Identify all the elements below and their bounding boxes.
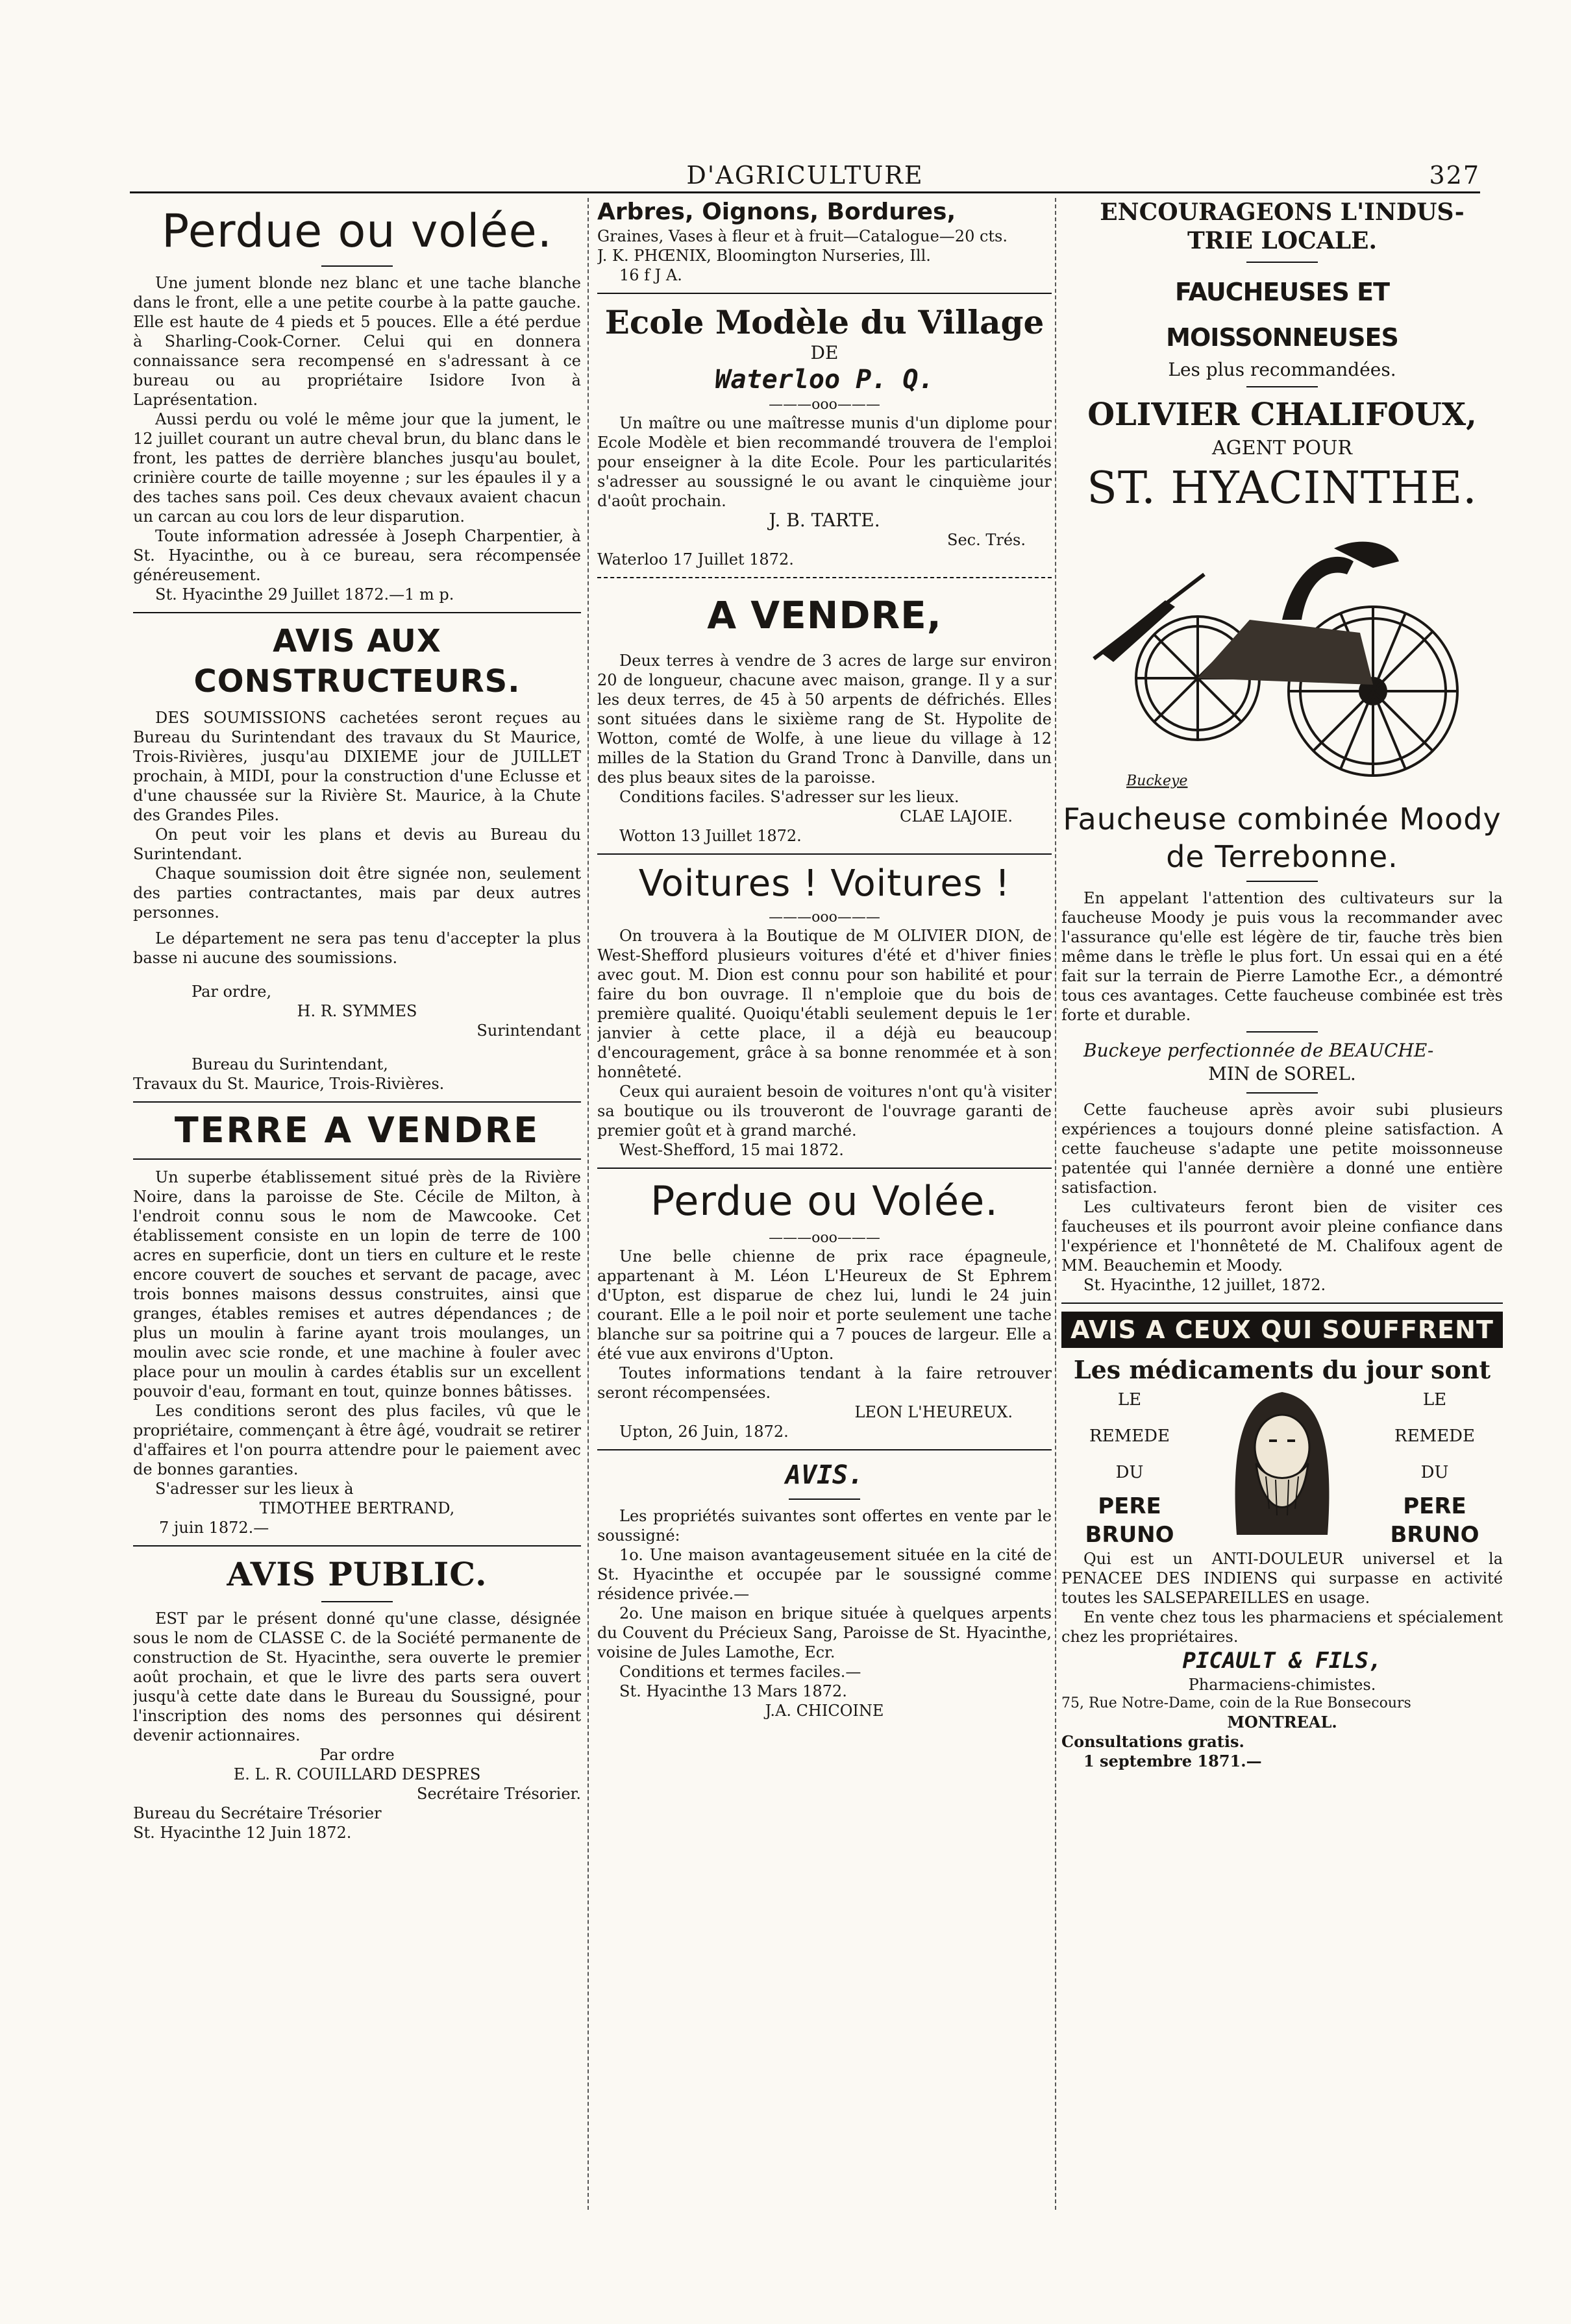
ad-dateline: 7 juin 1872.— — [159, 1519, 269, 1537]
signer-title: Secrétaire Trésorier. — [417, 1785, 581, 1803]
ad-paragraph: Qui est un ANTI-DOULEUR universel et la PENACEE DES INDIENS qui surpasse en activité toutes les SALSEPAREILLES en usage. — [1061, 1550, 1503, 1607]
separator — [1246, 881, 1318, 882]
ad-paragraph: Les propriétés suivantes sont offertes en vente par le soussigné: — [597, 1507, 1052, 1545]
section-rule — [597, 577, 1052, 578]
header-rule — [130, 191, 1480, 193]
section-rule — [133, 1101, 581, 1103]
signer-name: J.A. CHICOINE — [765, 1702, 884, 1720]
ad-title: AVIS. — [785, 1460, 864, 1490]
column-left — [133, 198, 581, 2275]
ad-title: TERRE A VENDRE — [174, 1110, 540, 1151]
column-divider-2 — [1055, 198, 1056, 2210]
ad-title: A VENDRE, — [707, 593, 942, 637]
ad-paragraph: Graines, Vases à fleur et à fruit—Catalogue—20 cts. — [597, 227, 1008, 245]
ad-paragraph: On peut voir les plans et devis au Bureau du Surintendant. — [133, 826, 581, 863]
ad-subtitle: DE — [810, 342, 839, 363]
ornament: ———ooo——— — [769, 909, 880, 925]
ad-buckeye — [1061, 1039, 1503, 1295]
signer-name: LEON L'HEUREUX. — [854, 1403, 1013, 1421]
signer-name: TIMOTHEE BERTRAND, — [259, 1499, 455, 1517]
ad-faucheuses — [1061, 269, 1503, 795]
ad-paragraph: Conditions et termes faciles.— — [619, 1663, 861, 1681]
ad-avis-souffrent — [1061, 1312, 1503, 1771]
signer-name: E. L. R. COUILLARD DESPRES — [233, 1765, 481, 1783]
firm-title: Pharmaciens-chimistes. — [1188, 1676, 1376, 1694]
remedy-banner — [1061, 1386, 1503, 1549]
section-rule — [597, 1449, 1052, 1450]
firm-city: MONTREAL. — [1227, 1713, 1337, 1731]
signer-name: CLAE LAJOIE. — [900, 807, 1013, 826]
ad-list-item: 2o. Une maison en brique située à quelques arpents du Couvent du Précieux Sang, Paroisse de St. Hyacinthe, voisine de Jules Lamothe, Ecr. — [597, 1604, 1052, 1661]
running-title: D'AGRICULTURE — [686, 161, 924, 190]
ad-paragraph: Chaque soumission doit être signée non, seulement des parties contractantes, mais par deux autres personnes. — [133, 864, 581, 922]
separator — [1246, 1092, 1318, 1094]
ad-paragraph: Le département ne sera pas tenu d'accepter la plus basse ni aucune des soumissions. — [133, 929, 581, 967]
separator — [1246, 1031, 1318, 1033]
signer-name: H. R. SYMMES — [297, 1002, 417, 1020]
ad-title-line: MIN de SOREL. — [1208, 1063, 1356, 1084]
ad-title: AVIS PUBLIC. — [227, 1555, 488, 1593]
ad-paragraph: On trouvera à la Boutique de M OLIVIER DION, de West-Shefford plusieurs voitures d'été et d'hiver finies avec gout. M. Dion est connu pour son habilité et pour faire du bon ouvrage. Il n'emploie que du bois de première qualité. Quoiqu'établi seulement depuis le 1er janvier à cette place, il a déjà eu beaucoup d'encouragement, grâce à sa bonne renommée et à son honnêteté. — [597, 927, 1052, 1081]
ornament: ———ooo——— — [769, 1230, 880, 1246]
ad-title: Perdue ou Volée. — [650, 1177, 998, 1225]
remedy-label: REMEDE — [1394, 1426, 1475, 1446]
remedy-du: DU — [1115, 1463, 1144, 1482]
ad-voitures — [597, 862, 1052, 1160]
ad-paragraph: Les cultivateurs feront bien de visiter ces faucheuses et ils pourront avoir pleine confiance dans l'expérience et l'honnêteté de M. Chalifoux agent de MM. Beauchemin et Moody. — [1061, 1198, 1503, 1275]
separator — [321, 265, 393, 267]
ad-title-line: TRIE LOCALE. — [1187, 227, 1378, 254]
ad-dateline: 1 septembre 1871.— — [1083, 1752, 1262, 1770]
ad-dateline: Waterloo 17 Juillet 1872. — [597, 550, 794, 569]
ad-paragraph: J. K. PHŒNIX, Bloomington Nurseries, Ill. — [597, 247, 931, 265]
page-header — [130, 161, 1480, 190]
ornament: ———ooo——— — [769, 397, 880, 413]
par-ordre: Par ordre — [319, 1746, 395, 1764]
ad-paragraph: Cette faucheuse après avoir subi plusieurs expériences a toujours donné pleine satisfaction. A cette faucheuse s'adapte une petite moissonneuse patentée qui l'année dernière a donné une entière satisfaction. — [1061, 1101, 1503, 1197]
ad-title: FAUCHEUSES ET MOISSONNEUSES — [1166, 278, 1398, 352]
column-divider-1 — [588, 198, 589, 2210]
remedy-left — [1061, 1386, 1198, 1549]
ad-headline: Les médicaments du jour sont — [1073, 1355, 1491, 1384]
ad-paragraph: Toute information adressée à Joseph Charpentier, à St. Hyacinthe, ou à ce bureau, sera récompensée généreusement. — [133, 527, 581, 584]
column-right — [1061, 198, 1503, 2275]
ad-title-line: Buckeye perfectionnée de BEAUCHE- — [1083, 1040, 1434, 1061]
par-ordre: Par ordre, — [192, 983, 272, 1001]
ad-title: Voitures ! Voitures ! — [638, 862, 1011, 905]
remedy-label: REMEDE — [1089, 1426, 1170, 1446]
ad-paragraph: Une jument blonde nez blanc et une tache blanche dans le front, elle a une petite courbe à la patte gauche. Elle est haute de 4 pieds et 5 pouces. Elle a été perdue à Sharling-Cook-Corner. Celui qui en donnera connaissance sera recompensé en s'adressant à ce bureau ou au propriétaire Isidore Ivon à Laprésentation. — [133, 274, 581, 409]
ad-avis-constructeurs — [133, 621, 581, 1094]
ad-title: Perdue ou volée. — [162, 204, 552, 258]
ad-paragraph: Les conditions seront des plus faciles, vû que le propriétaire, commençant à être âgé, voudrait se retirer d'affaires et l'on pourra attendre pour le paiement avec de bonnes garanties. — [133, 1402, 581, 1478]
page-number: 327 — [1429, 161, 1480, 190]
remedy-right — [1367, 1386, 1503, 1549]
remedy-le: LE — [1422, 1390, 1447, 1410]
mowing-machine-illustration — [1087, 522, 1477, 795]
ad-paragraph: Deux terres à vendre de 3 acres de large sur environ 20 de longueur, chacune avec maison, grange. Il y a sur les deux terres, de 45 à 50 arpents de défrichés. Elles sont situées dans le sixième rang de St. Hypolite de Wotton, comté de Wolfe, à une lieue du village à 12 milles de la Station du Grand Tronc à Danville, dans un des plus beaux sites de la paroisse. — [597, 652, 1052, 787]
ad-dateline: Wotton 13 Juillet 1872. — [619, 827, 802, 845]
ad-dateline: St. Hyacinthe 13 Mars 1872. — [619, 1682, 847, 1700]
ad-paragraph: Ceux qui auraient besoin de voitures n'ont qu'à visiter sa boutique ou ils trouveront de l'ouvrage garanti de premier goût et à grand marché. — [597, 1082, 1052, 1140]
signer-title: Sec. Trés. — [947, 531, 1026, 549]
column-middle — [597, 198, 1052, 2275]
ad-ecole-modele — [597, 302, 1052, 569]
agent-name: OLIVIER CHALIFOUX, — [1087, 397, 1477, 433]
section-rule — [597, 853, 1052, 855]
illustration-label: Buckeye — [1126, 773, 1188, 789]
ad-dateline: Upton, 26 Juin, 1872. — [619, 1423, 789, 1441]
ad-title-banner: AVIS A CEUX QUI SOUFFRENT — [1061, 1312, 1503, 1348]
ad-paragraph: Aussi perdu ou volé le même jour que la jument, le 12 juillet courant un autre cheval brun, du blanc dans le front, les pattes de derrière blanches jusqu'au boulet, crinière courte de taille moyenne ; sur les épaules il y a des taches sans poil. Ces deux chevaux avaient chacun un carcan au cou lors de leur disparution. — [133, 410, 581, 526]
separator — [789, 1498, 860, 1500]
ad-paragraph: En vente chez tous les pharmaciens et spécialement chez les propriétaires. — [1061, 1608, 1503, 1646]
office-line: St. Hyacinthe 12 Juin 1872. — [133, 1824, 352, 1842]
ad-title-line: ENCOURAGEONS L'INDUS- — [1100, 199, 1465, 226]
ad-dateline: West-Shefford, 15 mai 1872. — [619, 1141, 844, 1159]
ad-paragraph: En appelant l'attention des cultivateurs sur la faucheuse Moody je puis vous la recommander avec l'assurance qu'elle est légère de tir, fauche très bien même dans le trèfle le plus fort. Un essai qui en a été fait sur la terrain de Pierre Lamothe Ecr., a démontré tous ces avantages. Cette faucheuse combinée est très forte et durable. — [1061, 889, 1503, 1024]
ad-title: Arbres, Oignons, Bordures, — [597, 199, 956, 225]
ad-paragraph: Un maître ou une maîtresse munis d'un diplome pour Ecole Modèle et bien recommandé trouvera de l'emploi pour enseigner à la dite Ecole. Pour les particularités s'adresser au soussigné le ou avant le cinquième jour d'août prochain. — [597, 414, 1052, 510]
ad-paragraph: EST par le présent donné qu'une classe, désignée sous le nom de CLASSE C. de la Société permanente de construction de St. Hyacinthe, sera ouverte le premier août prochain, et que le livre des parts sera ouvert jusqu'à cette date dans le Bureau du Soussigné, pour l'inscription des noms des personnes qui désirent devenir actionnaires. — [133, 1609, 581, 1744]
ad-paragraph: Conditions faciles. S'adresser sur les lieux. — [619, 788, 959, 806]
ad-dateline: St. Hyacinthe 29 Juillet 1872.—1 m p. — [155, 585, 454, 604]
ad-a-vendre — [597, 586, 1052, 846]
ad-arbres — [597, 198, 1052, 285]
section-rule — [597, 1168, 1052, 1169]
ad-terre-a-vendre — [133, 1110, 581, 1537]
section-rule — [1061, 1303, 1503, 1304]
ad-place: Waterloo P. Q. — [715, 365, 934, 395]
monk-portrait-illustration — [1217, 1386, 1347, 1541]
separator — [1246, 262, 1318, 263]
section-rule — [597, 293, 1052, 294]
ad-title-line: Faucheuse combinée Moody — [1063, 801, 1502, 837]
remedy-name: PERE BRUNO — [1390, 1493, 1479, 1548]
ad-dateline: St. Hyacinthe, 12 juillet, 1872. — [1083, 1276, 1326, 1294]
separator — [1246, 386, 1318, 387]
signer-title: Surintendant — [476, 1021, 581, 1040]
ad-paragraph: Toutes informations tendant à la faire retrouver seront récompensées. — [597, 1364, 1052, 1402]
ad-paragraph: 16 f J A. — [619, 266, 682, 284]
remedy-name: PERE BRUNO — [1085, 1493, 1174, 1548]
section-rule — [133, 1545, 581, 1547]
firm-address: 75, Rue Notre-Dame, coin de la Rue Bonsecours — [1061, 1695, 1411, 1711]
ad-moody — [1061, 801, 1503, 1025]
office-line: Bureau du Surintendant, — [192, 1055, 388, 1073]
ad-perdue-ou-volee-2 — [597, 1177, 1052, 1441]
consultations: Consultations gratis. — [1061, 1732, 1244, 1751]
agent-label: AGENT POUR — [1212, 437, 1352, 459]
ad-paragraph: Un superbe établissement situé près de la Rivière Noire, dans la paroisse de Ste. Cécile de Milton, à l'endroit connu sous le nom de Mawcooke. Cet établissement consiste en un lopin de terre de 100 acres en superficie, dont un tiers en culture et le reste encore couvert de souches et servant de pacage, avec trois bonnes maisons dessus construites, ainsi que granges, étables remises et autres dépendances ; de plus un moulin à farine ayant trois moulanges, un moulin avec scie ronde, et une machine à fouler avec place pour un moulin à cardes établis sur un excellent pouvoir d'eau, formant en tout, quinze bonnes bâtisses. — [133, 1168, 581, 1401]
signer-name: J. B. TARTE. — [769, 509, 880, 531]
ad-title-line: de Terrebonne. — [1166, 839, 1398, 874]
section-rule — [133, 612, 581, 613]
office-line: Travaux du St. Maurice, Trois-Rivières. — [133, 1075, 445, 1093]
ad-title: AVIS AUX CONSTRUCTEURS. — [193, 623, 521, 700]
ad-avis-public — [133, 1554, 581, 1842]
ad-paragraph: DES SOUMISSIONS cachetées seront reçues au Bureau du Surintendant des travaux du St Maurice, Trois-Rivières, jusqu'au DIXIEME jour de JUILLET prochain, à MIDI, pour la construction d'une Eclusse et d'une chaussée sur la Rivière St. Maurice, à la Chute des Grandes Piles. — [133, 709, 581, 824]
ad-perdue-ou-volee — [133, 203, 581, 604]
separator — [321, 1601, 393, 1602]
agent-city: ST. HYACINTHE. — [1087, 463, 1478, 514]
ad-encourageons — [1061, 198, 1503, 255]
ad-avis — [597, 1458, 1052, 1720]
ad-subtitle: Les plus recommandées. — [1168, 359, 1396, 380]
ad-list-item: 1o. Une maison avantageusement située en la cité de St. Hyacinthe et occupée par le soussigné comme résidence privée.— — [597, 1546, 1052, 1603]
office-line: Bureau du Secrétaire Trésorier — [133, 1804, 382, 1822]
ad-paragraph: S'adresser sur les lieux à — [155, 1480, 354, 1498]
ad-paragraph: Une belle chienne de prix race épagneule, appartenant à M. Léon L'Heureux de St Ephrem d'Upton, est disparue de chez lui, lundi le 24 juin courant. Elle a le poil noir et porte seulement une tache blanche sur sa poitrine qui a 7 pouces de largeur. Elle a été vue aux environs d'Upton. — [597, 1247, 1052, 1363]
firm-name: PICAULT & FILS, — [1182, 1648, 1382, 1674]
remedy-du: DU — [1420, 1463, 1449, 1482]
remedy-le: LE — [1117, 1390, 1142, 1410]
ad-title: Ecole Modèle du Village — [604, 303, 1045, 341]
section-rule — [133, 1158, 581, 1160]
